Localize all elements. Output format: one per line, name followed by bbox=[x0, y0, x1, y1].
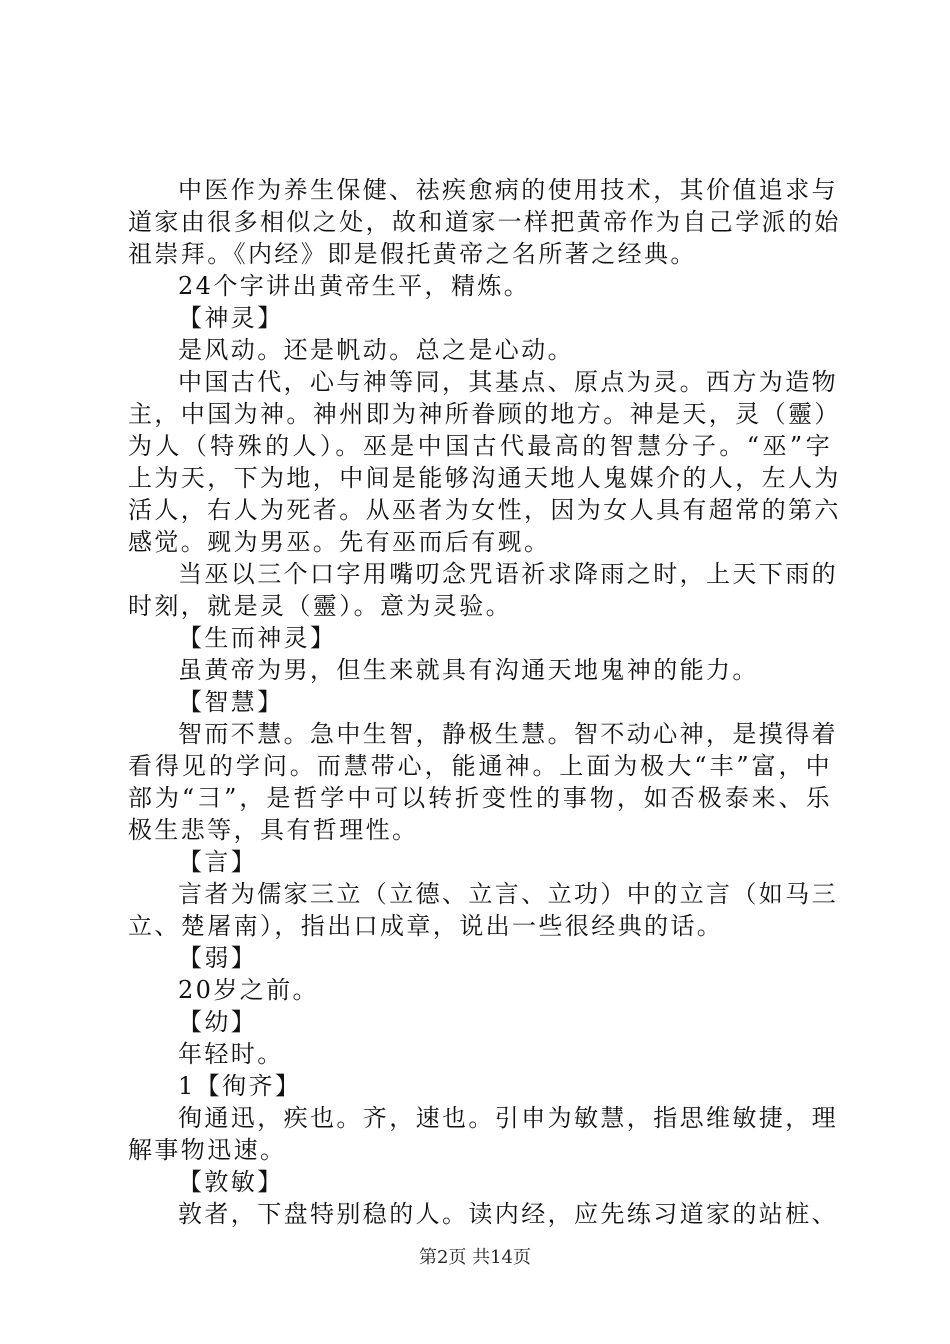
text-line: 部为“彐”，是哲学中可以转折变性的事物，如否极泰来、乐 bbox=[128, 784, 832, 812]
text-line: 【弱】 bbox=[178, 944, 258, 972]
text-line: 【生而神灵】 bbox=[178, 624, 337, 652]
text-line: 道家由很多相似之处，故和道家一样把黄帝作为自己学派的始 bbox=[128, 208, 841, 236]
text-line: 【言】 bbox=[178, 848, 258, 876]
text-line: 中国古代，心与神等同，其基点、原点为灵。西方为造物 bbox=[178, 368, 838, 396]
text-line: 上为天，下为地，中间是能够沟通天地人鬼媒介的人，左人为 bbox=[128, 464, 841, 492]
text-line: 祖崇拜。《内经》即是假托黄帝之名所著之经典。 bbox=[128, 240, 697, 268]
text-line: 敦者，下盘特别稳的人。读内经，应先练习道家的站桩、 bbox=[178, 1200, 838, 1228]
text-line: 智而不慧。急中生智，静极生慧。智不动心神，是摸得着 bbox=[178, 720, 838, 748]
text-line: 【幼】 bbox=[178, 1008, 258, 1036]
text-line: 是风动。还是帆动。总之是心动。 bbox=[178, 336, 574, 364]
text-line: 主，中国为神。神州即为神所眷顾的地方。神是天，灵（靈） bbox=[128, 400, 841, 428]
page-number-footer: 第2页 共14页 bbox=[418, 1247, 532, 1268]
text-line: 【神灵】 bbox=[178, 304, 284, 332]
text-line: 言者为儒家三立（立德、立言、立功）中的立言（如马三 bbox=[178, 880, 838, 908]
text-line: 为人（特殊的人）。巫是中国古代最高的智慧分子。“巫”字 bbox=[128, 432, 832, 460]
text-line: 极生悲等，具有哲理性。 bbox=[128, 816, 419, 844]
text-line: 24个字讲出黄帝生平，精炼。 bbox=[178, 272, 531, 300]
text-line: 感觉。觋为男巫。先有巫而后有觋。 bbox=[128, 528, 551, 556]
text-line: 1【徇齐】 bbox=[178, 1072, 302, 1100]
text-line: 时刻，就是灵（靈）。意为灵验。 bbox=[128, 592, 512, 620]
document-body bbox=[128, 174, 841, 1230]
text-line: 虽黄帝为男，但生来就具有沟通天地鬼神的能力。 bbox=[178, 656, 759, 684]
text-line: 看得见的学问。而慧带心，能通神。上面为极大“丰”富，中 bbox=[128, 752, 832, 780]
text-line: 【敦敏】 bbox=[178, 1168, 284, 1196]
text-line: 立、楚屠南），指出口成章，说出一些很经典的话。 bbox=[128, 912, 724, 940]
text-line: 活人，右人为死者。从巫者为女性，因为女人具有超常的第六 bbox=[128, 496, 841, 524]
text-line: 20岁之前。 bbox=[178, 976, 319, 1004]
text-line: 解事物迅速。 bbox=[128, 1136, 287, 1164]
text-line: 当巫以三个口字用嘴叨念咒语祈求降雨之时，上天下雨的 bbox=[178, 560, 838, 588]
text-line: 徇通迅，疾也。齐，速也。引申为敏慧，指思维敏捷，理 bbox=[178, 1104, 838, 1132]
text-line: 中医作为养生保健、祛疾愈病的使用技术，其价值追求与 bbox=[178, 176, 838, 204]
text-line: 【智慧】 bbox=[178, 688, 284, 716]
text-line: 年轻时。 bbox=[178, 1040, 284, 1068]
